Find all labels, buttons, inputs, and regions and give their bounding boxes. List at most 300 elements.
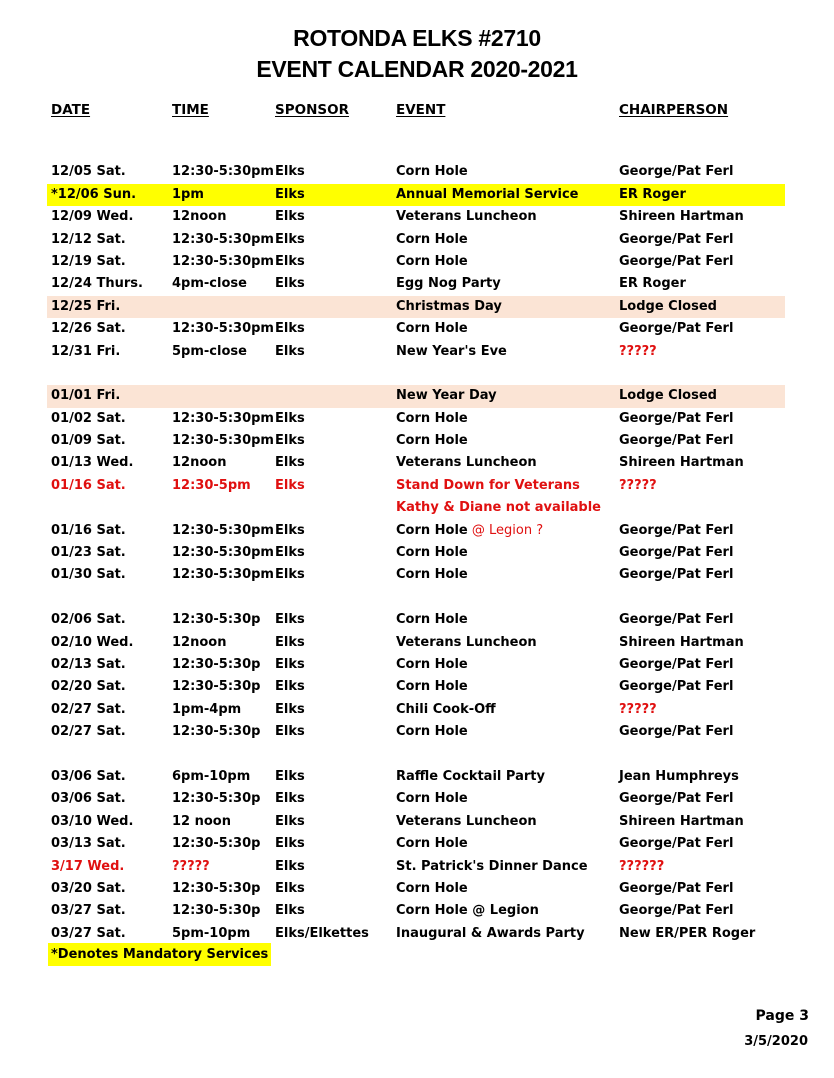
- chairperson-cell-text: ?????: [619, 343, 657, 359]
- date-cell-text: 02/27 Sat.: [51, 701, 126, 717]
- sponsor-cell: [275, 654, 305, 676]
- time-cell-text: 12noon: [172, 209, 227, 225]
- chairperson-cell: [619, 184, 686, 206]
- event-cell-text: Corn Hole: [396, 724, 468, 740]
- chairperson-cell: [619, 923, 755, 945]
- sponsor-cell-text: Elks: [275, 768, 305, 784]
- event-cell: [396, 430, 468, 452]
- time-cell: [172, 833, 260, 855]
- chairperson-cell-text: George/Pat Ferl: [619, 253, 734, 269]
- chairperson-cell-text: George/Pat Ferl: [619, 791, 734, 807]
- event-cell: [396, 699, 496, 721]
- date-cell-text: 01/16 Sat.: [51, 522, 126, 538]
- date-cell-text: 01/02 Sat.: [51, 410, 126, 426]
- time-cell: [172, 856, 210, 878]
- time-cell: [172, 923, 250, 945]
- date-cell: [51, 251, 126, 273]
- event-cell: [396, 609, 468, 631]
- time-cell-text: 12:30-5:30pm: [172, 433, 274, 449]
- time-cell: [172, 184, 204, 206]
- date-cell: [51, 520, 126, 542]
- table-row: [0, 632, 834, 654]
- time-cell-text: 12:30-5:30pm: [172, 164, 274, 180]
- date-cell-text: 3/17 Wed.: [51, 858, 125, 874]
- event-cell-text: Corn Hole: [396, 522, 468, 538]
- time-cell-text: 12 noon: [172, 813, 231, 829]
- chairperson-cell: [619, 385, 717, 407]
- chairperson-cell-text: Shireen Hartman: [619, 813, 744, 829]
- sponsor-cell-text: Elks: [275, 724, 305, 740]
- sponsor-cell-text: Elks: [275, 410, 305, 426]
- date-cell-text: 12/09 Wed.: [51, 209, 134, 225]
- date-cell-text: 12/19 Sat.: [51, 253, 126, 269]
- sponsor-cell: [275, 699, 305, 721]
- event-note: @ Legion ?: [467, 522, 544, 538]
- date-cell: [51, 811, 133, 833]
- event-cell: [396, 788, 468, 810]
- event-cell-text: Corn Hole: [396, 567, 468, 583]
- sponsor-cell-text: Elks: [275, 791, 305, 807]
- spacer-row: [0, 139, 834, 161]
- event-cell: [396, 161, 468, 183]
- time-cell: [172, 229, 274, 251]
- sponsor-cell: [275, 900, 305, 922]
- table-row: [0, 564, 834, 586]
- time-cell-text: 5pm-10pm: [172, 925, 251, 941]
- table-row: [0, 520, 834, 542]
- sponsor-cell-text: Elks: [275, 858, 305, 874]
- event-cell: [396, 923, 585, 945]
- chairperson-cell-text: George/Pat Ferl: [619, 836, 734, 852]
- time-cell-text: 12:30-5pm: [172, 477, 251, 493]
- event-cell-text: Corn Hole: [396, 321, 468, 337]
- date-cell: [51, 676, 126, 698]
- sponsor-cell: [275, 676, 305, 698]
- date-cell: [51, 229, 126, 251]
- sponsor-cell-text: Elks: [275, 433, 305, 449]
- table-row: [0, 229, 834, 251]
- event-cell: [396, 475, 580, 497]
- chairperson-cell: [619, 206, 744, 228]
- event-cell: [396, 654, 468, 676]
- time-cell-text: 12:30-5:30pm: [172, 410, 274, 426]
- sponsor-cell-text: Elks: [275, 612, 305, 628]
- date-cell-text: 12/24 Thurs.: [51, 276, 143, 292]
- date-cell-text: 02/06 Sat.: [51, 612, 126, 628]
- time-cell: [172, 788, 260, 810]
- chairperson-cell: [619, 408, 733, 430]
- chairperson-cell: [619, 833, 733, 855]
- sponsor-cell-text: Elks: [275, 701, 305, 717]
- event-cell-text: Corn Hole: [396, 880, 468, 896]
- event-cell-text: Veterans Luncheon: [396, 209, 537, 225]
- chairperson-cell-text: New ER/PER Roger: [619, 925, 756, 941]
- chairperson-cell: [619, 766, 739, 788]
- event-cell-text: Corn Hole: [396, 836, 468, 852]
- table-row: [0, 497, 834, 519]
- chairperson-cell: [619, 788, 733, 810]
- chairperson-cell: [619, 564, 733, 586]
- event-cell: [396, 251, 468, 273]
- chairperson-cell-text: George/Pat Ferl: [619, 410, 734, 426]
- sponsor-cell: [275, 923, 369, 945]
- event-cell-text: Veterans Luncheon: [396, 455, 537, 471]
- event-cell: [396, 721, 468, 743]
- chairperson-cell: [619, 452, 744, 474]
- time-cell-text: 12:30-5:30p: [172, 612, 261, 628]
- table-row: [0, 318, 834, 340]
- date-cell: [51, 632, 133, 654]
- date-cell-text: 02/27 Sat.: [51, 724, 126, 740]
- chairperson-cell-text: George/Pat Ferl: [619, 903, 734, 919]
- table-row: [0, 676, 834, 698]
- time-cell: [172, 564, 274, 586]
- chairperson-cell: [619, 341, 657, 363]
- event-cell-text: Corn Hole: [396, 164, 468, 180]
- chairperson-cell: [619, 676, 733, 698]
- event-cell: [396, 296, 502, 318]
- event-cell: [396, 564, 468, 586]
- sponsor-cell-text: Elks: [275, 656, 305, 672]
- event-cell: [396, 542, 468, 564]
- time-cell-text: 12:30-5:30pm: [172, 522, 274, 538]
- table-row: [0, 788, 834, 810]
- chairperson-cell-text: Shireen Hartman: [619, 455, 744, 471]
- event-cell: [396, 632, 537, 654]
- sponsor-cell: [275, 811, 305, 833]
- event-cell-text: Corn Hole: [396, 410, 468, 426]
- event-cell: [396, 811, 537, 833]
- table-row: [0, 296, 834, 318]
- date-cell-text: 01/01 Fri.: [51, 388, 121, 404]
- table-row: [0, 923, 834, 945]
- chairperson-cell-text: George/Pat Ferl: [619, 567, 734, 583]
- event-cell-text: Egg Nog Party: [396, 276, 501, 292]
- date-cell-text: 01/23 Sat.: [51, 545, 126, 561]
- sponsor-cell-text: Elks: [275, 343, 305, 359]
- time-cell: [172, 878, 260, 900]
- date-cell: [51, 721, 126, 743]
- chairperson-cell: [619, 878, 733, 900]
- sponsor-cell: [275, 878, 305, 900]
- time-cell: [172, 699, 241, 721]
- chairperson-cell-text: George/Pat Ferl: [619, 612, 734, 628]
- date-cell-text: 03/13 Sat.: [51, 836, 126, 852]
- date-cell: [51, 430, 126, 452]
- event-cell-text: Veterans Luncheon: [396, 634, 537, 650]
- chairperson-cell: [619, 811, 744, 833]
- event-cell: [396, 273, 501, 295]
- time-cell-text: 1pm-4pm: [172, 701, 242, 717]
- table-row: [0, 833, 834, 855]
- date-cell: [51, 766, 126, 788]
- sponsor-cell-text: Elks: [275, 522, 305, 538]
- table-row: [0, 452, 834, 474]
- time-cell: [172, 341, 247, 363]
- chairperson-cell-text: George/Pat Ferl: [619, 321, 734, 337]
- sponsor-cell: [275, 609, 305, 631]
- event-cell-text: Corn Hole: [396, 545, 468, 561]
- sponsor-cell-text: Elks: [275, 209, 305, 225]
- time-cell: [172, 542, 274, 564]
- event-cell: [396, 766, 545, 788]
- sponsor-cell-text: Elks: [275, 253, 305, 269]
- chairperson-cell: [619, 520, 733, 542]
- date-cell-text: 01/16 Sat.: [51, 477, 126, 493]
- chairperson-cell: [619, 542, 733, 564]
- event-cell-text: Stand Down for Veterans: [396, 477, 580, 493]
- chairperson-cell: [619, 161, 733, 183]
- date-cell-text: 12/31 Fri.: [51, 343, 121, 359]
- table-row: [0, 699, 834, 721]
- event-cell: [396, 452, 537, 474]
- event-cell-text: Corn Hole: [396, 253, 468, 269]
- chairperson-cell-text: George/Pat Ferl: [619, 433, 734, 449]
- time-cell-text: 12:30-5:30p: [172, 903, 261, 919]
- table-row: [0, 878, 834, 900]
- spacer-row: [0, 744, 834, 766]
- sponsor-cell-text: Elks: [275, 477, 305, 493]
- time-cell-text: 12:30-5:30pm: [172, 567, 274, 583]
- chairperson-cell: [619, 251, 733, 273]
- event-cell-text: Corn Hole: [396, 433, 468, 449]
- time-cell-text: 12:30-5:30pm: [172, 321, 274, 337]
- time-cell-text: 12:30-5:30p: [172, 679, 261, 695]
- date-cell: [51, 856, 124, 878]
- event-cell: [396, 878, 468, 900]
- table-row: [0, 385, 834, 407]
- sponsor-cell: [275, 206, 305, 228]
- chairperson-cell: [619, 229, 733, 251]
- date-cell-text: 03/06 Sat.: [51, 791, 126, 807]
- time-cell: [172, 609, 260, 631]
- header-chairperson: CHAIRPERSON: [619, 102, 729, 118]
- event-cell: [396, 206, 537, 228]
- date-cell: [51, 833, 126, 855]
- date-cell-text: 03/20 Sat.: [51, 880, 126, 896]
- table-row: [0, 184, 834, 206]
- chairperson-cell: [619, 475, 657, 497]
- time-cell: [172, 811, 231, 833]
- sponsor-cell-text: Elks/Elkettes: [275, 925, 369, 941]
- chairperson-cell-text: George/Pat Ferl: [619, 231, 734, 247]
- date-cell: [51, 206, 133, 228]
- sponsor-cell: [275, 229, 305, 251]
- time-cell: [172, 632, 226, 654]
- time-cell-text: 12:30-5:30pm: [172, 545, 274, 561]
- sponsor-cell: [275, 408, 305, 430]
- sponsor-cell-text: Elks: [275, 545, 305, 561]
- date-cell-text: 01/13 Wed.: [51, 455, 134, 471]
- date-cell: [51, 878, 126, 900]
- event-cell-text: Veterans Luncheon: [396, 813, 537, 829]
- table-row: [0, 430, 834, 452]
- sponsor-cell: [275, 564, 305, 586]
- time-cell-text: 12:30-5:30p: [172, 836, 261, 852]
- time-cell-text: 12noon: [172, 634, 227, 650]
- sponsor-cell: [275, 430, 305, 452]
- date-cell: [51, 900, 126, 922]
- sponsor-cell-text: Elks: [275, 231, 305, 247]
- chairperson-cell: [619, 273, 686, 295]
- time-cell: [172, 318, 274, 340]
- date-cell: [51, 542, 126, 564]
- date-cell: [51, 408, 126, 430]
- date-cell: [51, 923, 126, 945]
- chairperson-cell-text: Lodge Closed: [619, 298, 717, 314]
- table-row: [0, 609, 834, 631]
- time-cell: [172, 161, 274, 183]
- title-line-2: EVENT CALENDAR 2020-2021: [256, 56, 578, 82]
- chairperson-cell: [619, 856, 664, 878]
- sponsor-cell-text: Elks: [275, 186, 305, 202]
- event-cell: [396, 676, 468, 698]
- event-cell-text: Corn Hole: [396, 231, 468, 247]
- chairperson-cell-text: Jean Humphreys: [619, 768, 739, 784]
- table-row: [0, 654, 834, 676]
- page-number: Page 3: [755, 1008, 809, 1024]
- event-cell-text: New Year's Eve: [396, 343, 507, 359]
- table-row: [0, 251, 834, 273]
- event-cell-text: Corn Hole: [396, 791, 468, 807]
- date-cell: [51, 699, 126, 721]
- sponsor-cell-text: Elks: [275, 567, 305, 583]
- time-cell: [172, 452, 226, 474]
- date-cell: [51, 788, 126, 810]
- chairperson-cell-text: George/Pat Ferl: [619, 164, 734, 180]
- time-cell-text: 12:30-5:30p: [172, 656, 261, 672]
- time-cell: [172, 273, 247, 295]
- time-cell-text: 12:30-5:30p: [172, 791, 261, 807]
- chairperson-cell: [619, 296, 717, 318]
- chairperson-cell-text: ??????: [619, 858, 665, 874]
- event-table: [0, 139, 834, 945]
- event-cell-text: Chili Cook-Off: [396, 701, 496, 717]
- table-row: [0, 161, 834, 183]
- chairperson-cell-text: ER Roger: [619, 186, 686, 202]
- date-cell: [51, 452, 133, 474]
- date-cell: [51, 184, 136, 206]
- date-cell: [51, 296, 120, 318]
- event-cell-text: Christmas Day: [396, 298, 502, 314]
- chairperson-cell-text: George/Pat Ferl: [619, 679, 734, 695]
- time-cell: [172, 766, 250, 788]
- sponsor-cell-text: Elks: [275, 679, 305, 695]
- sponsor-cell: [275, 161, 305, 183]
- chairperson-cell: [619, 699, 657, 721]
- date-cell-text: 03/27 Sat.: [51, 925, 126, 941]
- event-cell: [396, 229, 468, 251]
- spacer-row: [0, 363, 834, 385]
- event-cell: [396, 900, 539, 922]
- chairperson-cell: [619, 900, 733, 922]
- event-cell: [396, 184, 578, 206]
- sponsor-cell-text: Elks: [275, 164, 305, 180]
- date-cell-text: 02/20 Sat.: [51, 679, 126, 695]
- time-cell-text: ?????: [172, 858, 210, 874]
- sponsor-cell: [275, 520, 305, 542]
- time-cell: [172, 900, 260, 922]
- time-cell: [172, 721, 260, 743]
- title-line-1: ROTONDA ELKS #2710: [293, 25, 541, 51]
- chairperson-cell: [619, 430, 733, 452]
- date-cell: [51, 475, 126, 497]
- chairperson-cell-text: George/Pat Ferl: [619, 545, 734, 561]
- event-cell-text: Corn Hole: [396, 656, 468, 672]
- event-cell: [396, 318, 468, 340]
- sponsor-cell: [275, 475, 305, 497]
- sponsor-cell: [275, 766, 305, 788]
- date-cell-text: 02/13 Sat.: [51, 656, 126, 672]
- footnote: *Denotes Mandatory Services: [48, 943, 271, 966]
- date-cell: [51, 564, 126, 586]
- time-cell-text: 12:30-5:30p: [172, 880, 261, 896]
- date-cell: [51, 609, 126, 631]
- chairperson-cell: [619, 654, 733, 676]
- time-cell: [172, 408, 274, 430]
- time-cell: [172, 251, 274, 273]
- time-cell-text: 12:30-5:30pm: [172, 253, 274, 269]
- time-cell: [172, 676, 260, 698]
- time-cell: [172, 654, 260, 676]
- date-cell: [51, 341, 120, 363]
- table-row: [0, 273, 834, 295]
- table-row: [0, 766, 834, 788]
- sponsor-cell-text: Elks: [275, 813, 305, 829]
- sponsor-cell: [275, 452, 305, 474]
- event-cell: [396, 497, 601, 519]
- time-cell-text: 12noon: [172, 455, 227, 471]
- event-cell-text: Raffle Cocktail Party: [396, 768, 545, 784]
- sponsor-cell-text: Elks: [275, 321, 305, 337]
- time-cell-text: 12:30-5:30pm: [172, 231, 274, 247]
- time-cell: [172, 206, 226, 228]
- sponsor-cell-text: Elks: [275, 455, 305, 471]
- sponsor-cell: [275, 856, 305, 878]
- date-cell-text: 01/30 Sat.: [51, 567, 126, 583]
- time-cell: [172, 520, 274, 542]
- sponsor-cell: [275, 341, 305, 363]
- time-cell-text: 5pm-close: [172, 343, 247, 359]
- event-cell-text: Kathy & Diane not available: [396, 500, 602, 516]
- date-cell-text: 12/25 Fri.: [51, 298, 121, 314]
- time-cell-text: 6pm-10pm: [172, 768, 251, 784]
- header-time: TIME: [172, 102, 209, 118]
- date-cell: [51, 161, 126, 183]
- time-cell-text: 12:30-5:30p: [172, 724, 261, 740]
- table-row: [0, 542, 834, 564]
- event-cell-text: Annual Memorial Service: [396, 186, 579, 202]
- event-cell: [396, 833, 468, 855]
- table-row: [0, 475, 834, 497]
- sponsor-cell: [275, 542, 305, 564]
- time-cell: [172, 475, 251, 497]
- sponsor-cell-text: Elks: [275, 880, 305, 896]
- time-cell: [172, 430, 274, 452]
- time-cell-text: 1pm: [172, 186, 204, 202]
- date-cell-text: 12/12 Sat.: [51, 231, 126, 247]
- chairperson-cell: [619, 318, 733, 340]
- header-date: DATE: [51, 102, 91, 118]
- date-cell-text: 03/06 Sat.: [51, 768, 126, 784]
- chairperson-cell-text: Shireen Hartman: [619, 634, 744, 650]
- chairperson-cell-text: ?????: [619, 701, 657, 717]
- table-row: [0, 900, 834, 922]
- chairperson-cell: [619, 632, 744, 654]
- date-cell-text: 03/10 Wed.: [51, 813, 134, 829]
- chairperson-cell-text: ER Roger: [619, 276, 686, 292]
- date-cell-text: 12/26 Sat.: [51, 321, 126, 337]
